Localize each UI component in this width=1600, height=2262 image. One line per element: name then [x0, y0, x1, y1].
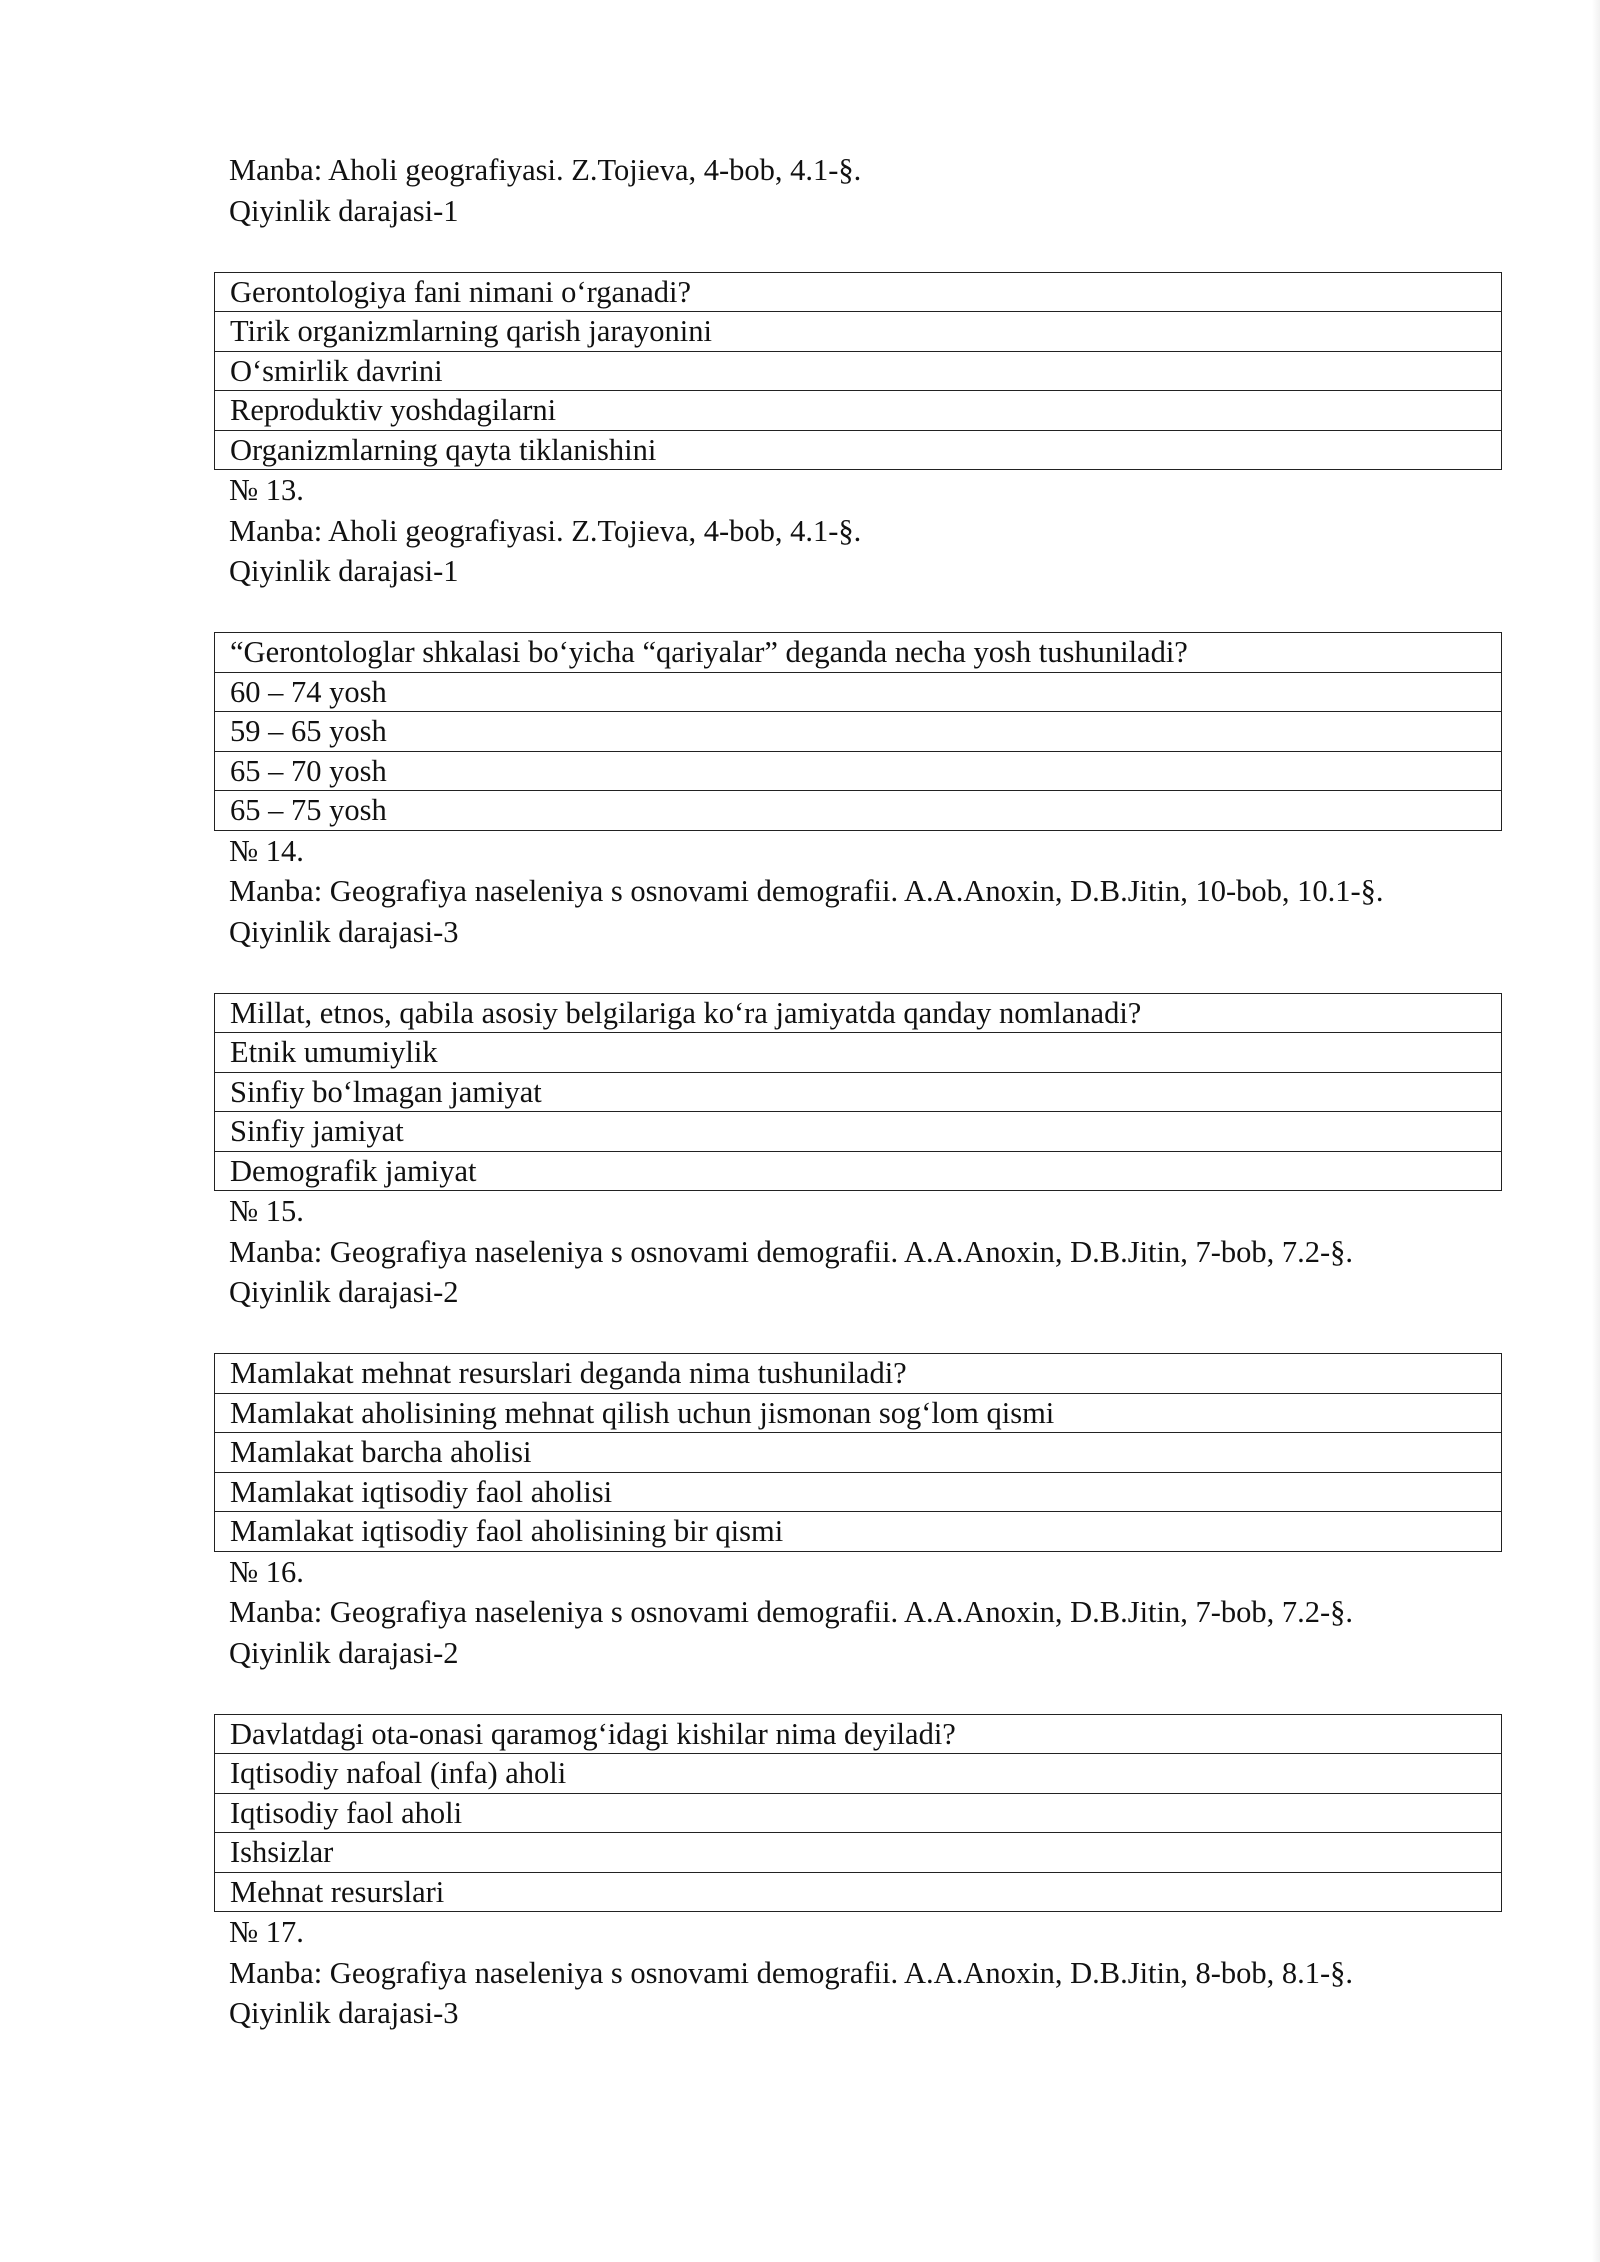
question-table	[214, 993, 1502, 1192]
page-edge-shadow	[1592, 0, 1600, 2262]
difficulty-line: Qiyinlik darajasi-3	[229, 914, 459, 949]
question-table	[214, 1353, 1502, 1552]
question-text: “Gerontologlar shkalasi bo‘yicha “qariyalar” deganda necha yosh tushuniladi?	[215, 633, 1502, 673]
answer-option: Sinfiy jamiyat	[215, 1112, 1502, 1152]
question-number: № 13.	[229, 473, 304, 507]
spacer	[214, 231, 1502, 272]
source-line: Manba: Aholi geografiyasi. Z.Tojieva, 4-bob, 4.1-§.	[229, 153, 862, 187]
question-number: № 16.	[229, 1554, 304, 1589]
spacer	[214, 592, 1502, 633]
question-text: Davlatdagi ota-onasi qaramog‘idagi kishilar nima deyiladi?	[215, 1714, 1502, 1754]
answer-option: Mamlakat iqtisodiy faol aholisining bir qismi	[215, 1512, 1502, 1552]
answer-option: Tirik organizmlarning qarish jarayonini	[215, 312, 1502, 352]
answer-option: Sinfiy bo‘lmagan jamiyat	[215, 1072, 1502, 1112]
answer-option: Etnik umumiylik	[215, 1033, 1502, 1073]
source-line: Manba: Aholi geografiyasi. Z.Tojieva, 4-bob, 4.1-§.	[229, 513, 862, 548]
answer-option: Demografik jamiyat	[215, 1151, 1502, 1191]
answer-option: 60 – 74 yosh	[215, 672, 1502, 712]
question-number: № 14.	[229, 833, 304, 868]
answer-option: Mamlakat aholisining mehnat qilish uchun jismonan sog‘lom qismi	[215, 1393, 1502, 1433]
difficulty-line: Qiyinlik darajasi-2	[229, 1275, 459, 1309]
answer-option: Ishsizlar	[215, 1833, 1502, 1873]
source-line: Manba: Geografiya naseleniya s osnovami demografii. A.A.Anoxin, D.B.Jitin, 10-bob, 10.1-§.	[229, 874, 1384, 908]
question-text: Gerontologiya fani nimani o‘rganadi?	[215, 272, 1502, 312]
question-text: Mamlakat mehnat resurslari deganda nima tushuniladi?	[215, 1354, 1502, 1394]
question-table	[214, 632, 1502, 831]
answer-option: 65 – 75 yosh	[215, 791, 1502, 831]
page-content	[214, 150, 1502, 2034]
question-number: № 15.	[229, 1194, 304, 1228]
answer-option: 65 – 70 yosh	[215, 751, 1502, 791]
source-line: Manba: Geografiya naseleniya s osnovami demografii. A.A.Anoxin, D.B.Jitin, 7-bob, 7.2-§.	[229, 1595, 1354, 1629]
spacer	[214, 952, 1502, 993]
answer-option: Mamlakat barcha aholisi	[215, 1433, 1502, 1473]
difficulty-line: Qiyinlik darajasi-1	[229, 193, 459, 228]
difficulty-line: Qiyinlik darajasi-3	[229, 1996, 459, 2030]
answer-option: Mamlakat iqtisodiy faol aholisi	[215, 1472, 1502, 1512]
question-text: Millat, etnos, qabila asosiy belgilariga ko‘ra jamiyatda qanday nomlanadi?	[215, 993, 1502, 1033]
spacer	[214, 1313, 1502, 1354]
difficulty-line: Qiyinlik darajasi-2	[229, 1635, 459, 1670]
answer-option: Mehnat resurslari	[215, 1872, 1502, 1912]
difficulty-line: Qiyinlik darajasi-1	[229, 554, 459, 588]
source-line: Manba: Geografiya naseleniya s osnovami demografii. A.A.Anoxin, D.B.Jitin, 7-bob, 7.2-§.	[229, 1234, 1354, 1269]
answer-option: Reproduktiv yoshdagilarni	[215, 391, 1502, 431]
question-table	[214, 1714, 1502, 1913]
question-table	[214, 272, 1502, 471]
answer-option: Iqtisodiy faol aholi	[215, 1793, 1502, 1833]
answer-option: O‘smirlik davrini	[215, 351, 1502, 391]
spacer	[214, 1673, 1502, 1714]
answer-option: 59 – 65 yosh	[215, 712, 1502, 752]
source-line: Manba: Geografiya naseleniya s osnovami demografii. A.A.Anoxin, D.B.Jitin, 8-bob, 8.1-§.	[229, 1955, 1354, 1990]
question-number: № 17.	[229, 1915, 304, 1949]
answer-option: Iqtisodiy nafoal (infa) aholi	[215, 1754, 1502, 1794]
answer-option: Organizmlarning qayta tiklanishini	[215, 430, 1502, 470]
